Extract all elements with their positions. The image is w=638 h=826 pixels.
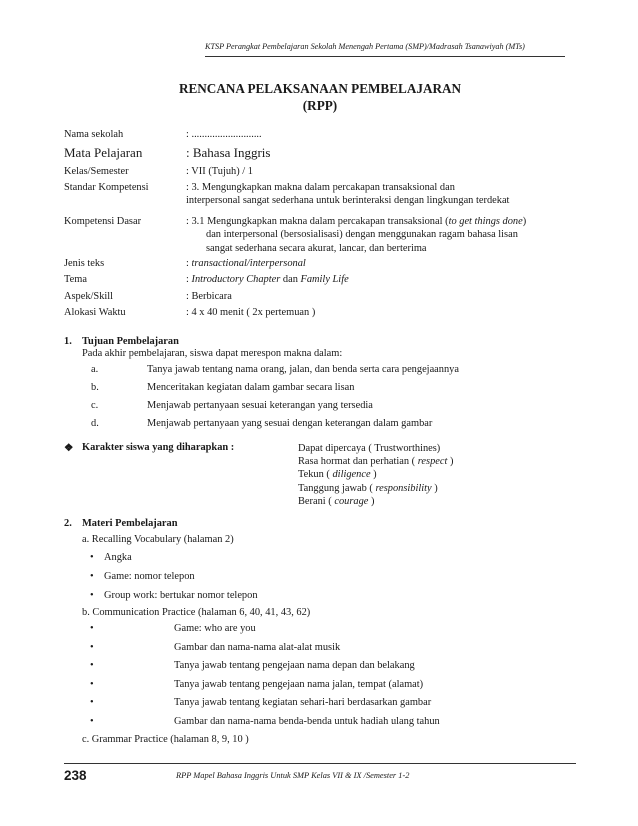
character-label: Karakter siswa yang diharapkan :: [82, 442, 235, 453]
list-item: b. Menceritakan kegiatan dalam gambar secara lisan: [91, 382, 355, 393]
title-line-2: (RPP): [302, 98, 338, 113]
section-heading: [64, 518, 584, 529]
list-item: d. Menjawab pertanyaan yang sesuai dengan keterangan dalam gambar: [91, 418, 433, 429]
label: Alokasi Waktu: [64, 306, 126, 318]
section-title: Materi Pembelajaran: [82, 518, 178, 529]
row-tema: [64, 273, 584, 286]
list-item: Tekun ( diligence ): [298, 469, 377, 481]
header-divider: [205, 56, 565, 57]
value-line: sangat sederhana secara akurat, lancar, dan berterima: [206, 242, 427, 254]
label: Standar Kompetensi: [64, 181, 149, 193]
row-kelas: [64, 165, 584, 178]
list-item: • Tanya jawab tentang pengejaan nama jalan, tempat (alamat): [90, 678, 424, 690]
running-header: KTSP Perangkat Pembelajaran Sekolah Menengah Pertama (SMP)/Madrasah Tsanawiyah (MTs): [205, 42, 525, 51]
row-alokasi: [64, 306, 584, 319]
value-line: : 3.1 Mengungkapkan makna dalam percakapan transaksional (to get things done): [186, 216, 527, 228]
row-nama-sekolah: [64, 128, 584, 141]
section-materi: [64, 518, 584, 747]
document-title: [140, 80, 500, 114]
list-item: Dapat dipercaya ( Trustworthines): [298, 443, 441, 454]
list-item: • Gambar dan nama-nama alat-alat musik: [90, 641, 341, 653]
row-kompetensi: [64, 215, 584, 255]
label: Nama sekolah: [64, 129, 124, 140]
row-standar: [64, 181, 584, 208]
value: : ...........................: [186, 129, 262, 140]
row-mata-pelajaran: [64, 144, 584, 162]
section-intro: Pada akhir pembelajaran, siswa dapat merespon makna dalam:: [82, 348, 343, 359]
footer-divider: [64, 763, 576, 764]
list-item: c. Menjawab pertanyaan sesuai keterangan yang tersedia: [91, 400, 373, 411]
page-number: 238: [64, 768, 87, 783]
value: : Introductory Chapter dan Family Life: [186, 274, 349, 286]
list-item: • Tanya jawab tentang pengejaan nama depan dan belakang: [90, 660, 415, 672]
list-item: • Gambar dan nama-nama benda-benda untuk hadiah ulang tahun: [90, 715, 440, 727]
value-line: interpersonal sangat sederhana untuk berinteraksi dengan lingkungan terdekat: [186, 194, 510, 206]
section-number: 1.: [64, 336, 72, 347]
objective-list: [64, 361, 584, 433]
section-heading: [64, 336, 584, 347]
value-line: dan interpersonal (bersosialisasi) dengan menggunakan ragam bahasa lisan: [206, 229, 518, 241]
section-title: Tujuan Pembelajaran: [82, 336, 179, 347]
list-item: Tanggung jawab ( responsibility ): [298, 482, 438, 494]
row-jenis-teks: [64, 257, 584, 270]
value: : Bahasa Inggris: [186, 145, 271, 161]
label: Tema: [64, 274, 87, 286]
value-line: : 3. Mengungkapkan makna dalam percakapan transaksional dan: [186, 181, 455, 193]
title-line-1: RENCANA PELAKSANAAN PEMBELAJARAN: [178, 81, 462, 96]
label: Jenis teks: [64, 258, 105, 270]
value: : transactional/interpersonal: [186, 258, 306, 270]
footer-text: RPP Mapel Bahasa Inggris Untuk SMP Kelas VII & IX /Semester 1-2: [176, 771, 410, 780]
subsection-a: a. Recalling Vocabulary (halaman 2): [82, 534, 234, 545]
label: Mata Pelajaran: [64, 145, 143, 161]
list-item: a. Tanya jawab tentang nama orang, jalan, dan benda serta cara pengejaannya: [91, 364, 459, 375]
value: : Berbicara: [186, 290, 232, 302]
character-list: [298, 442, 453, 508]
identity-table: [64, 128, 584, 319]
value: [186, 215, 584, 255]
value: : 4 x 40 menit ( 2x pertemuan ): [186, 306, 316, 318]
section-number: 2.: [64, 518, 72, 529]
label: Aspek/Skill: [64, 290, 114, 302]
diamond-bullet-icon: ❖: [64, 443, 74, 454]
subsection-c: c. Grammar Practice (halaman 8, 9, 10 ): [82, 733, 249, 745]
row-aspek: [64, 290, 584, 303]
list-item: Berani ( courage ): [298, 495, 375, 507]
section-tujuan: [64, 336, 584, 433]
value: : VII (Tujuh) / 1: [186, 166, 253, 178]
character-heading: [64, 442, 234, 454]
label: Kelas/Semester: [64, 166, 129, 178]
list-item: • Game: nomor telepon: [90, 570, 195, 582]
list-item: • Angka: [90, 551, 132, 563]
list-item: • Game: who are you: [90, 623, 256, 634]
list-item: • Tanya jawab tentang kegiatan sehari-hari berdasarkan gambar: [90, 697, 432, 709]
label: Kompetensi Dasar: [64, 216, 142, 228]
subsection-b: b. Communication Practice (halaman 6, 40, 41, 43, 62): [82, 606, 311, 618]
value: [186, 181, 584, 208]
list-item: • Group work: bertukar nomor telepon: [90, 589, 258, 601]
list-item: Rasa hormat dan perhatian ( respect ): [298, 456, 454, 468]
